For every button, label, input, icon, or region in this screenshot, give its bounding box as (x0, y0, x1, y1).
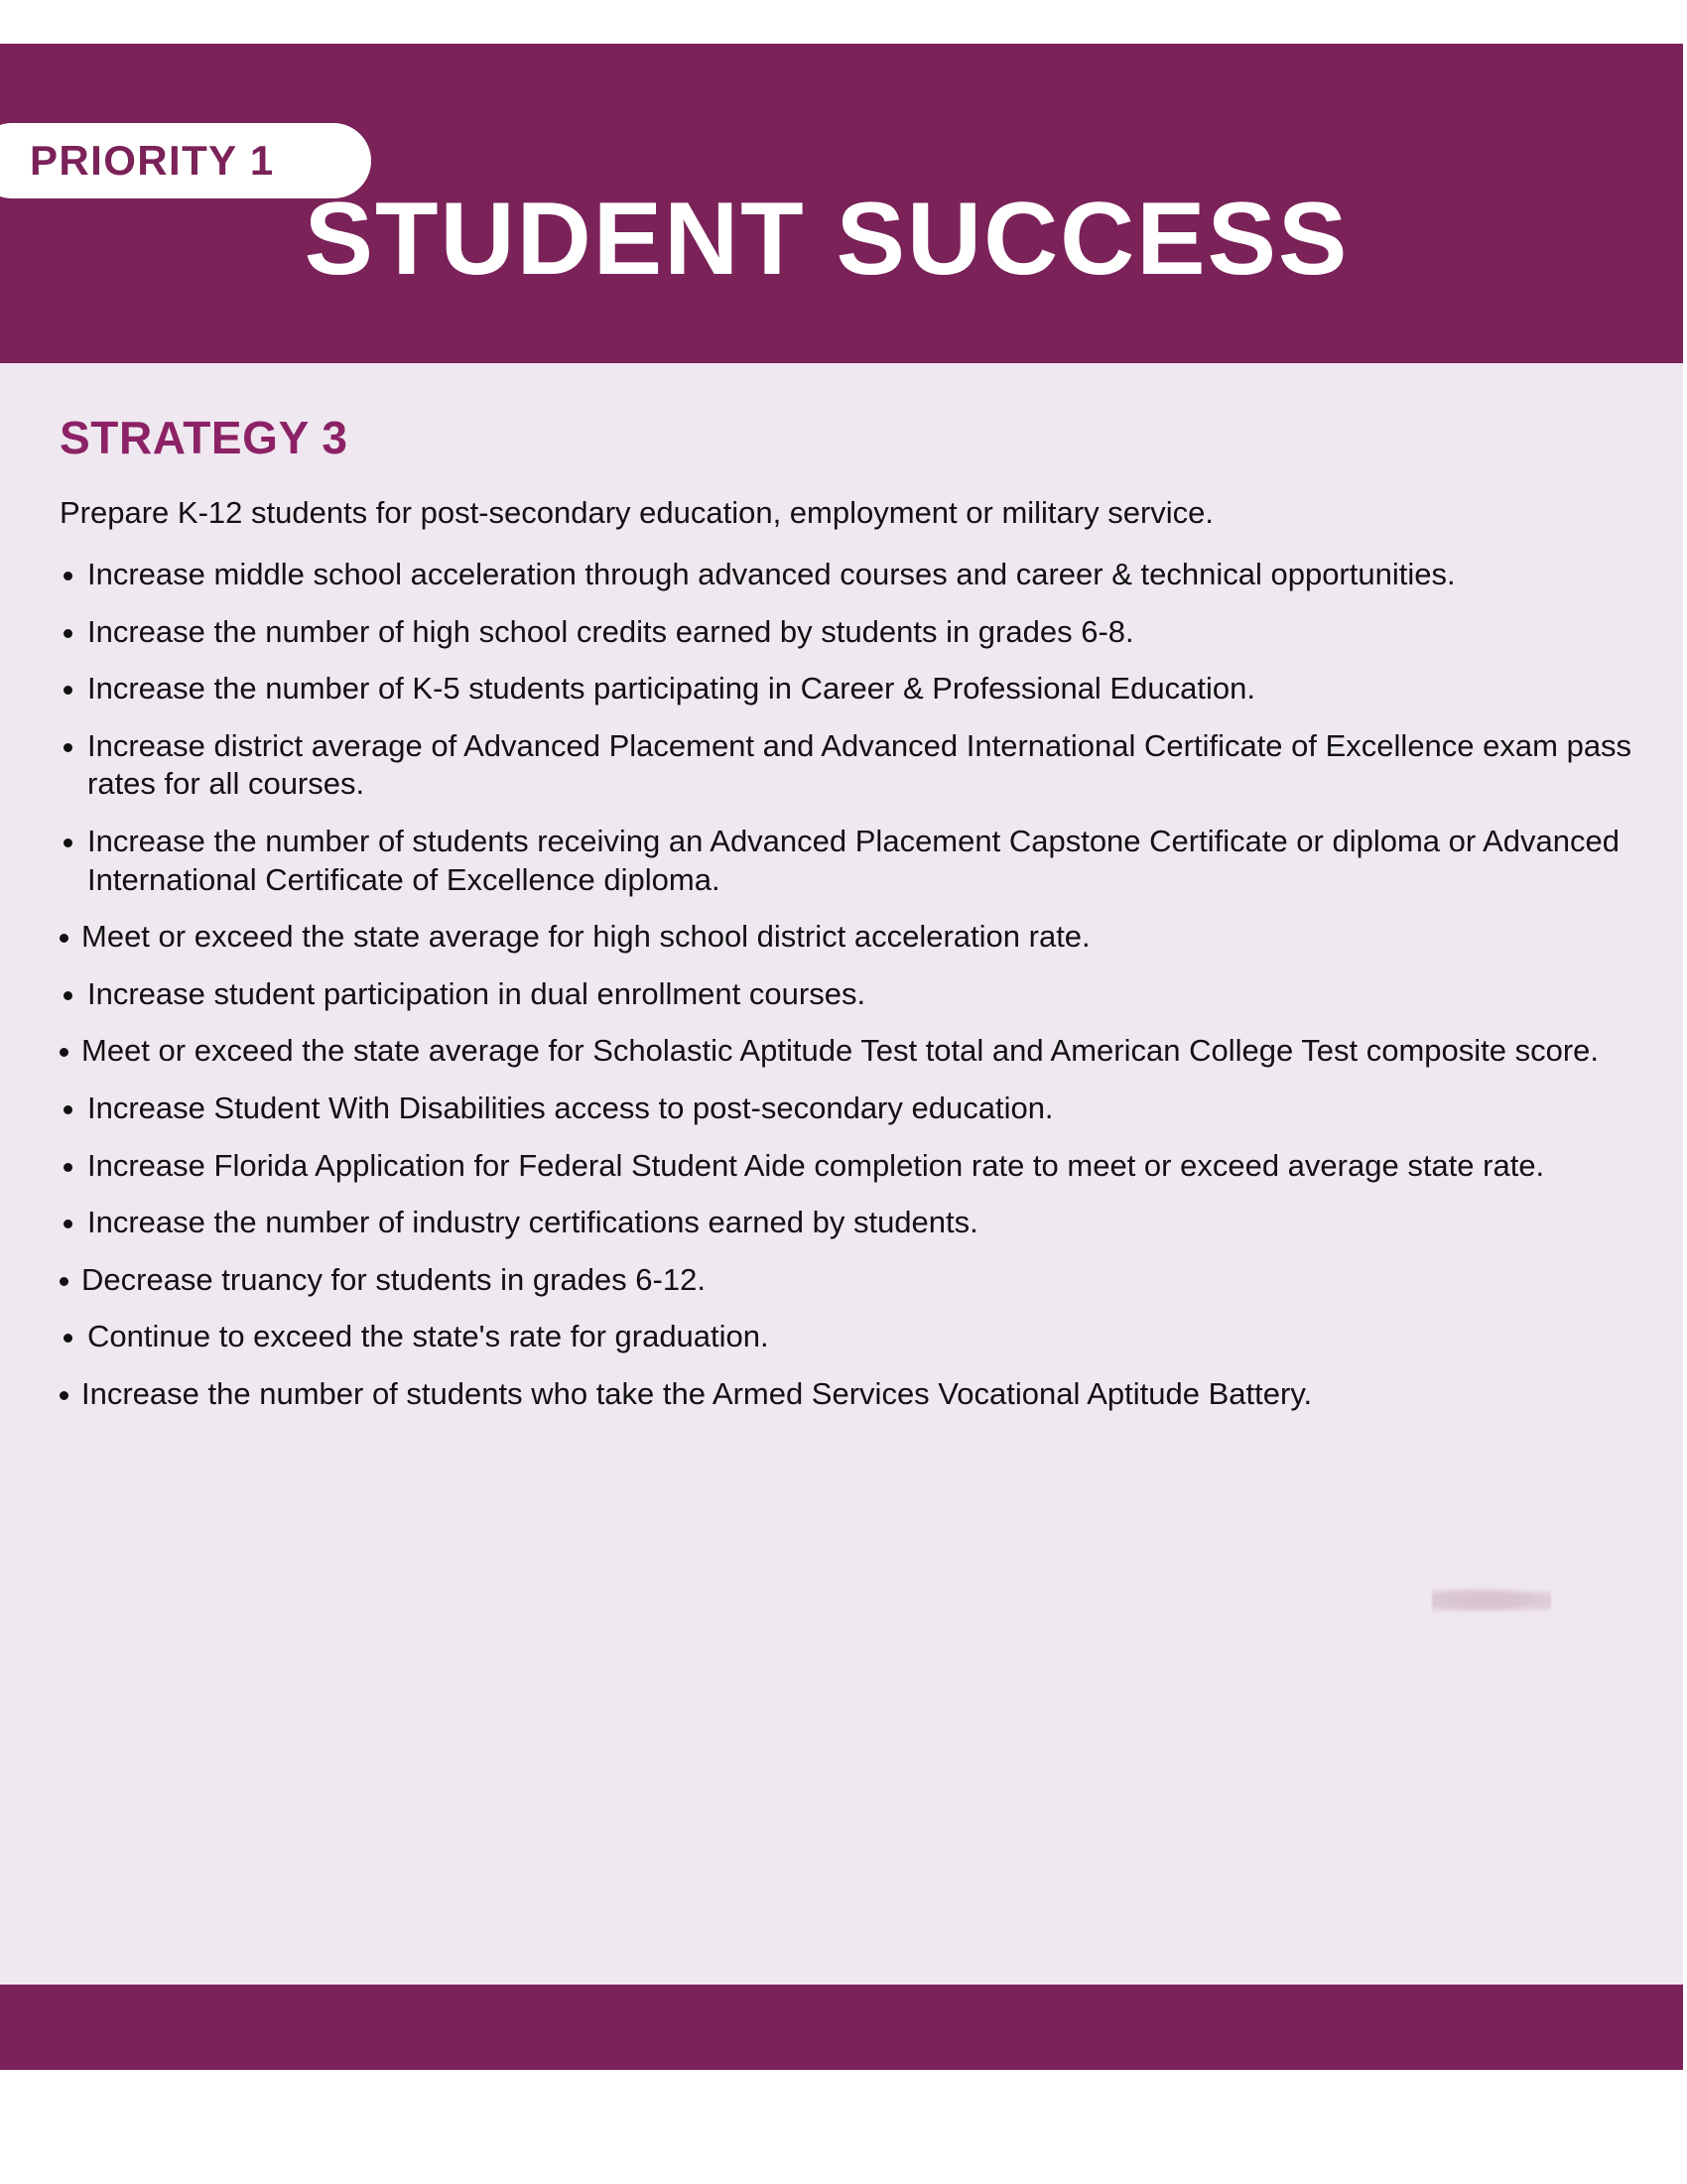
page-title: STUDENT SUCCESS (304, 182, 1350, 297)
list-item (58, 727, 1635, 804)
list-item (58, 1261, 1635, 1300)
list-item (58, 918, 1635, 957)
list-item (58, 1204, 1635, 1242)
bullet-dot-icon (60, 1048, 68, 1057)
list-item (58, 1147, 1635, 1186)
list-item (58, 1032, 1635, 1071)
bullet-dot-icon (64, 686, 72, 695)
list-item (58, 556, 1635, 594)
list-item (58, 1375, 1635, 1414)
list-item-label: Increase the number of industry certifications earned by students. (87, 1205, 978, 1240)
bullet-dot-icon (64, 572, 72, 580)
list-item-label: Continue to exceed the state's rate for graduation. (87, 1319, 769, 1354)
bullet-dot-icon (64, 838, 72, 847)
list-item (58, 975, 1635, 1014)
objectives-list (58, 556, 1635, 1433)
list-item-label: Increase the number of students who take the Armed Services Vocational Aptitude Battery. (81, 1375, 1313, 1411)
strategy-heading: STRATEGY 3 (60, 412, 348, 463)
list-item-label: Decrease truancy for students in grades 6-12. (81, 1261, 706, 1297)
bullet-dot-icon (64, 991, 72, 1000)
bullet-dot-icon (64, 1163, 72, 1172)
bullet-dot-icon (60, 1391, 68, 1400)
list-item-label: Increase the number of K-5 students participating in Career & Professional Education. (87, 671, 1255, 707)
bullet-dot-icon (64, 1105, 72, 1114)
bullet-dot-icon (64, 743, 72, 752)
list-item-label: Increase the number of students receiving an Advanced Placement Capstone Certificate or diploma or Advanced International Certificate of Excellence diploma. (87, 823, 1621, 897)
bullet-dot-icon (64, 629, 72, 638)
bullet-dot-icon (60, 1277, 68, 1286)
list-item (58, 1090, 1635, 1128)
bullet-dot-icon (60, 934, 68, 943)
list-item-label: Increase middle school acceleration through advanced courses and career & technical opportunities. (87, 557, 1456, 591)
list-item-label: Meet or exceed the state average for Scholastic Aptitude Test total and American College Test composite score. (81, 1033, 1600, 1069)
list-item-label: Increase student participation in dual enrollment courses. (87, 975, 866, 1011)
priority-header-band (0, 44, 1683, 363)
strategy-content-area (0, 363, 1683, 1985)
list-item-label: Increase Florida Application for Federal Student Aide completion rate to meet or exceed average state rate. (87, 1147, 1545, 1183)
list-item (58, 613, 1635, 652)
footer-band (0, 1985, 1683, 2070)
list-item-label: Meet or exceed the state average for high school district acceleration rate. (81, 919, 1091, 955)
strategy-description: Prepare K-12 students for post-secondary education, employment or military service. (60, 495, 1215, 530)
list-item-label: Increase the number of high school credits earned by students in grades 6-8. (87, 613, 1134, 649)
list-item-label: Increase Student With Disabilities access to post-secondary education. (87, 1090, 1054, 1125)
bullet-dot-icon (64, 1334, 72, 1343)
list-item (58, 670, 1635, 708)
bullet-dot-icon (64, 1220, 72, 1228)
list-item (58, 823, 1635, 899)
list-item-label: Increase district average of Advanced Placement and Advanced International Certificate of Excellence exam pass rates for all courses. (87, 727, 1632, 802)
list-item (58, 1318, 1635, 1356)
priority-badge-label: PRIORITY 1 (30, 137, 275, 184)
